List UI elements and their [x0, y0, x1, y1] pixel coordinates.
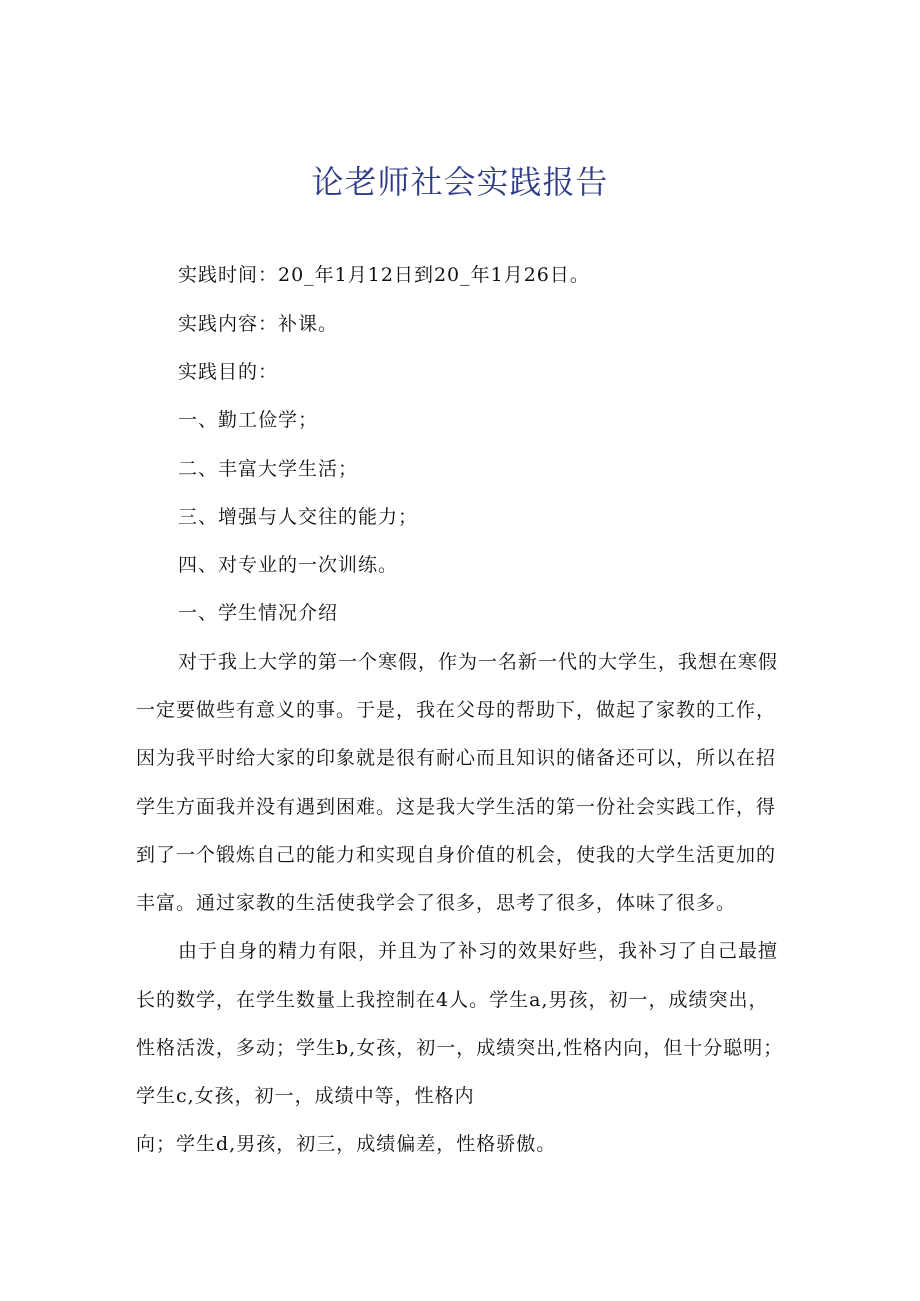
- purpose-item-1: 一、勤工俭学；: [178, 409, 319, 431]
- purpose-item-4: 四、对专业的一次训练。: [178, 554, 399, 576]
- purpose-item-3: 三、增强与人交往的能力；: [178, 506, 419, 528]
- paragraph-2-line-1: 由于自身的精力有限，并且为了补习的效果好些，我补习了自己最擅: [178, 940, 779, 962]
- section-heading-students: 一、学生情况介绍: [178, 602, 339, 624]
- paragraph-1-line-4: 学生方面我并没有遇到困难。这是我大学生活的第一份社会实践工作，得: [136, 796, 777, 818]
- practice-content-line: 实践内容：补课。: [178, 313, 339, 335]
- paragraph-1-line-1: 对于我上大学的第一个寒假，作为一名新一代的大学生，我想在寒假: [178, 651, 779, 673]
- paragraph-2-line-5: 向；学生d,男孩，初三，成绩偏差，性格骄傲。: [136, 1133, 557, 1155]
- paragraph-2-line-3: 性格活泼，多动；学生b,女孩，初一，成绩突出,性格内向，但十分聪明；: [136, 1037, 784, 1059]
- paragraph-2-line-4: 学生c,女孩，初一，成绩中等，性格内: [136, 1085, 475, 1107]
- purpose-item-2: 二、丰富大学生活；: [178, 458, 359, 480]
- practice-time-line: 实践时间：20_年1月12日到20_年1月26日。: [178, 264, 590, 286]
- paragraph-2-line-2: 长的数学，在学生数量上我控制在4人。学生a,男孩，初一，成绩突出，: [136, 989, 769, 1011]
- page-title: 论老师社会实践报告: [311, 163, 609, 201]
- paragraph-1-line-6: 丰富。通过家教的生活使我学会了很多，思考了很多，体味了很多。: [136, 892, 737, 914]
- paragraph-1-line-3: 因为我平时给大家的印象就是很有耐心而且知识的储备还可以，所以在招: [136, 747, 777, 769]
- practice-purpose-heading: 实践目的：: [178, 361, 279, 383]
- paragraph-1-line-5: 到了一个锻炼自己的能力和实现自身价值的机会，使我的大学生活更加的: [136, 844, 777, 866]
- paragraph-1-line-2: 一定要做些有意义的事。于是，我在父母的帮助下，做起了家教的工作，: [136, 699, 777, 721]
